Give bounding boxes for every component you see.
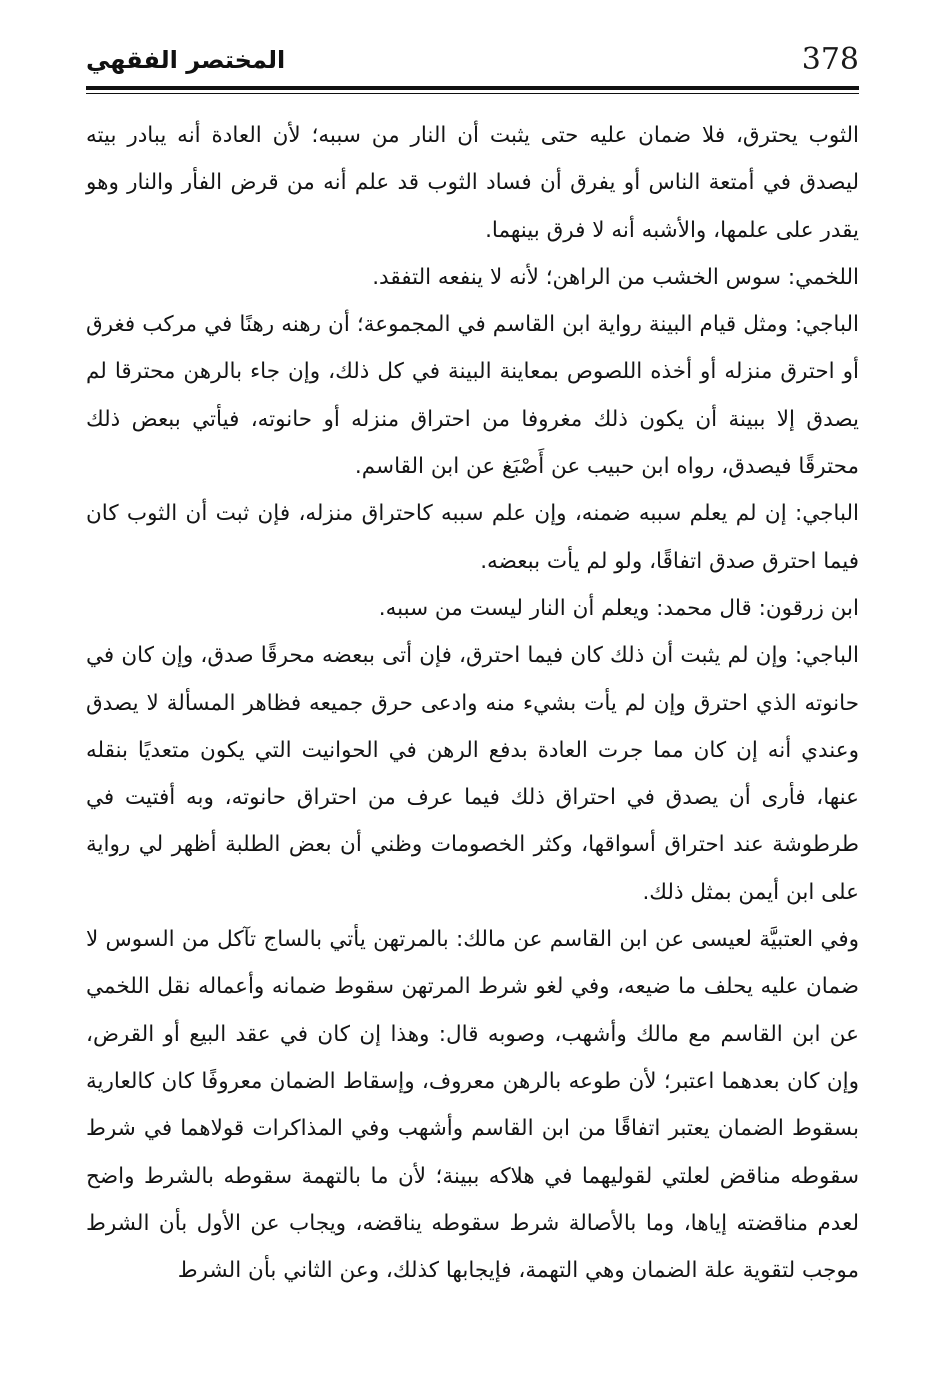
header-rule-thick	[86, 86, 859, 90]
header-rule-thin	[86, 93, 859, 94]
paragraph-7: وفي العتبيَّة لعيسى عن ابن القاسم عن مالك: بالمرتهن يأتي بالساج تآكل من السوس لا ضمان عليه يحلف ما ضيعه، وفي لغو شرط المرتهن سقوط ضمانه وأعماله نقل اللخمي عن ابن القاسم مع مالك وأشهب، وصوبه قال: وهذا إن كان في عقد البيع أو القرض، وإن كان بعدهما اعتبر؛ لأن طوعه بالرهن معروف، وإسقاط الضمان معروفًا كان كالعارية بسقوط الضمان يعتبر اتفاقًا من ابن القاسم وأشهب وفي المذاكرات قولاهما في شرط سقوطه مناقض لعلتي لقوليهما في هلاكه ببينة؛ لأن ما بالتهمة سقوطه بالشرط واضح لعدم مناقضته إياها، وما بالأصالة شرط سقوطه يناقضه، ويجاب عن الأول بأن الشرط موجب لتقوية علة الضمان وهي التهمة، فإيجابها كذلك، وعن الثاني بأن الشرط	[86, 927, 859, 1284]
paragraph-6: الباجي: وإن لم يثبت أن ذلك كان فيما احترق، فإن أتى ببعضه محرقًا صدق، وإن كان في حانوته الذي احترق وإن لم يأت بشيء منه وادعى حرق جميعه فظاهر المسألة لا يصدق وعندي أنه إن كان مما جرت العادة بدفع الرهن في الحوانيت التي يكون متعديًا بنقله عنها، فأرى أن يصدق في احتراق ذلك فيما عرف من احتراق حانوته، وبه أفتيت في طرطوشة عند احتراق أسواقها، وكثر الخصومات وظني أن بعض الطلبة أظهر لي رواية على ابن أيمن بمثل ذلك.	[86, 643, 859, 905]
paragraph-5: ابن زرقون: قال محمد: ويعلم أن النار ليست من سببه.	[378, 595, 859, 621]
paragraph-4: الباجي: إن لم يعلم سببه ضمنه، وإن علم سببه كاحتراق منزله، فإن ثبت أن الثوب كان فيما احترق صدق اتفاقًا، ولو لم يأت ببعضه.	[86, 501, 859, 574]
body-text	[86, 112, 859, 1294]
paragraph-1: الثوب يحترق، فلا ضمان عليه حتى يثبت أن النار من سببه؛ لأن العادة أنه يبادر بيته ليصدق في أمتعة الناس أو يفرق أن فساد الثوب قد علم أنه من قرض الفأر والنار وهو يقدر على علمها، والأشبه أنه لا فرق بينهما.	[86, 123, 859, 243]
page-number: 378	[801, 42, 859, 77]
paragraph-3: الباجي: ومثل قيام البينة رواية ابن القاسم في المجموعة؛ أن رهنه رهنًا في مركب فغرق أو احترق منزله أو أخذه اللصوص بمعاينة البينة في كل ذلك، وإن جاء بالرهن محترقا لم يصدق إلا ببينة أن يكون ذلك مغروفا من احتراق منزله أو حانوته، فيأتي ببعض ذلك محترقًا فيصدق، رواه ابن حبيب عن أَصْبَغ عن ابن القاسم.	[86, 312, 859, 480]
paragraph-2: اللخمي: سوس الخشب من الراهن؛ لأنه لا ينفعه التفقد.	[372, 264, 859, 290]
running-title: المختصر الفقهي	[86, 46, 286, 74]
page-header	[86, 34, 859, 90]
